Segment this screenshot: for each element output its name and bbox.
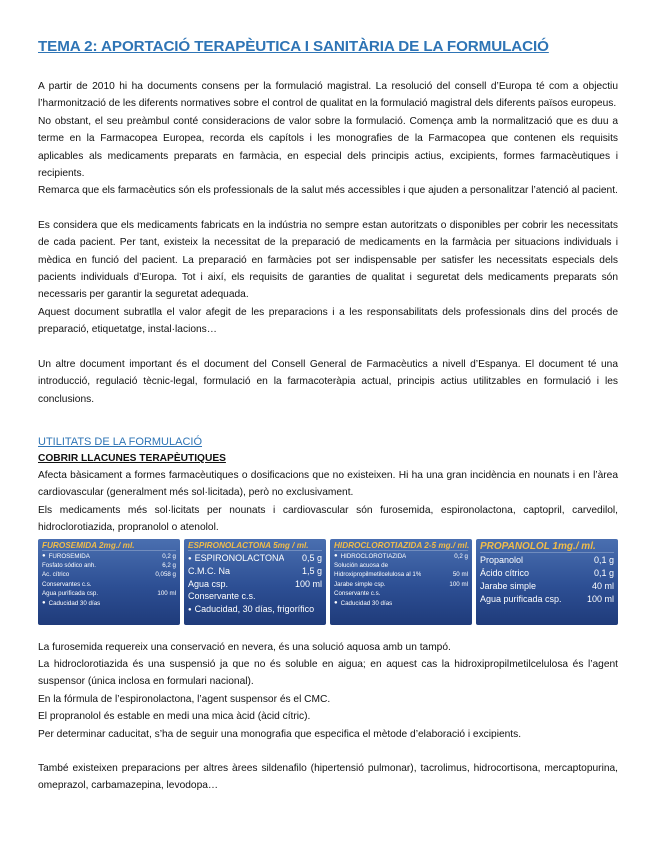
card-quantity: 0,058 g (155, 571, 176, 579)
section-heading: UTILITATS DE LA FORMULACIÓ (38, 435, 203, 448)
card-quantity: 50 ml (452, 571, 468, 579)
card-quantity: 0,5 g (301, 552, 322, 563)
paragraph: Remarca que els farmacèutics són els professionals de la salut més accessibles i que ajuden a personalitzar l’atenció al pacient. (38, 185, 618, 197)
paragraph: En la fórmula de l’espironolactona, l’agent suspensor és el CMC. (38, 693, 331, 705)
paragraph: Aquest document subratlla el valor afegit de les preparacions i a les responsabilitats dels professionals dins del procés de preparació, etiquetatge, instal·lacions… (38, 306, 618, 336)
card-ingredient: ● FUROSEMIDA (42, 552, 90, 561)
card-title: FUROSEMIDA 2mg./ ml. (42, 541, 176, 551)
card-ingredient: Ácido cítrico (480, 567, 530, 578)
page-title: TEMA 2: APORTACIÓ TERAPÈUTICA I SANITÀRIA DE LA FORMULACIÓ (38, 38, 549, 55)
card-ingredient: Hidroxipropilmetilcelulosa al 1% (334, 571, 422, 579)
paragraph: També existeixen preparacions per altres àrees sildenafilo (hipertensió pulmonar), tacrolimus, hidrocortisona, mercaptopurina, omeprazol, carbamazepina, levodopa… (38, 762, 618, 792)
card-title: HIDROCLOROTIAZIDA 2-5 mg./ ml. (334, 540, 470, 550)
card-quantity: 0,2 g (454, 552, 468, 560)
paragraph: Es considera que els medicaments fabricats en la indústria no sempre estan autoritzats o disponibles per cobrir les necessitats de cada pacient. Per tant, existeix la necessitat de la preparació de medicaments en la farmàcia per situacions individuals i mèdica en funció del pacient. La preparació en farmàcies pot ser indispensable per satisfer les necessitats especials dels pacients individuals d’Europa. Tot i així, els requisits de garanties de qualitat i seguretat dels medicaments preparats són necessaris per garantir la seguretat adequada. (38, 219, 618, 301)
card-ingredient: Conservante c.s. (188, 591, 256, 602)
card-quantity: 0,2 g (162, 552, 176, 560)
card-quantity: 0,1 g (593, 567, 614, 578)
card-ingredient: Fosfato sódico anh. (42, 561, 97, 569)
card-ingredient: C.M.C. Na (188, 566, 231, 577)
formula-card-hidroclorotiazida (330, 539, 472, 625)
paragraph: Afecta bàsicament a formes farmacèutiques o dosificacions que no existeixen. Hi ha una gran incidència en nounats i en l’àrea cardiovascular (generalment més sol·licitada), però no exclusivament. (38, 469, 618, 499)
card-ingredient: Ac. cítrico (42, 571, 70, 579)
card-title: ESPIRONOLACTONA 5mg / ml. (188, 541, 322, 551)
card-quantity: 100 ml (294, 578, 322, 589)
card-quantity: 100 ml (449, 580, 468, 588)
formula-card-espironolactona (184, 539, 326, 625)
card-quantity: 6,2 g (162, 561, 176, 569)
card-ingredient: ● HIDROCLOROTIAZIDA (334, 552, 406, 561)
card-ingredient: Propanolol (480, 554, 524, 565)
card-quantity: 100 ml (586, 593, 614, 604)
card-quantity: 0,1 g (593, 554, 614, 565)
paragraph: No obstant, el seu preàmbul conté consideracions de valor sobre la formulació. Comença amb la normalització que es duu a terme en la Farmacopea Europea, recorda els capítols i les monografies de la Farmacopea que contenen els requisits aplicables als medicaments preparats en farmàcia, en especial dels principis actius, excipients, formes farmacèutiques i recipients. (38, 115, 618, 180)
card-ingredient: Jarabe simple csp. (334, 580, 386, 588)
card-ingredient: ● ESPIRONOLACTONA (188, 552, 284, 566)
formula-cards (38, 539, 618, 625)
paragraph: La hidroclorotiazida és una suspensió ja que no és soluble en aigua; en aquest cas la hidroxipropilmetilcelulosa és l’agent suspensor (única inclosa en formulari nacional). (38, 658, 618, 688)
paragraph: Un altre document important és el document del Consell General de Farmacèutics a nivell d’Espanya. El document té una introducció, regulació tècnic-legal, formulació en la farmacoteràpia actual, principis actius utilitzables en formulació i les conclusions. (38, 358, 618, 405)
card-ingredient: Conservantes c.s. (42, 580, 92, 588)
card-title: PROPANOLOL 1mg./ ml. (480, 541, 614, 553)
subsection-heading: COBRIR LLACUNES TERAPÈUTIQUES (38, 452, 226, 464)
card-ingredient: ● Caducidad 30 días (42, 599, 100, 608)
card-ingredient: ● Caducidad 30 días (334, 599, 392, 608)
card-ingredient: Jarabe simple (480, 580, 537, 591)
card-ingredient: Solución acuosa de (334, 561, 389, 569)
paragraph: A partir de 2010 hi ha documents consens per la formulació magistral. La resolució del consell d’Europa té com a objectiu l’harmonització de les diferents normatives sobre el control de qualitat en la formulació magistral dels diferents països europeus. (38, 81, 618, 110)
card-quantity: 40 ml (591, 580, 614, 591)
paragraph: El propranolol és estable en medi una mica àcid (àcid cítric). (38, 711, 311, 723)
formula-card-propanolol (476, 539, 618, 625)
paragraph: La furosemida requereix una conservació en nevera, és una solució aquosa amb un tampó. (38, 641, 451, 653)
paragraph: Els medicaments més sol·licitats per nounats i cardiovascular són furosemida, espironolactona, captopril, carvedilol, hidroclorotiazida, propranolol o atenolol. (38, 504, 618, 534)
card-ingredient: Agua csp. (188, 578, 229, 589)
card-ingredient: Agua purificada csp. (42, 590, 99, 598)
card-ingredient: Agua purificada csp. (480, 593, 562, 604)
card-ingredient: ● Caducidad, 30 días, frigorífico (188, 603, 314, 617)
card-quantity: 1,5 g (301, 566, 322, 577)
formula-card-furosemida (38, 539, 180, 625)
document-page (38, 38, 618, 795)
card-ingredient: Conservante c.s. (334, 590, 381, 598)
card-quantity: 100 ml (157, 590, 176, 598)
paragraph: Per determinar caducitat, s’ha de seguir una monografia que especifica el mètode d’elaboració i excipients. (38, 728, 522, 740)
